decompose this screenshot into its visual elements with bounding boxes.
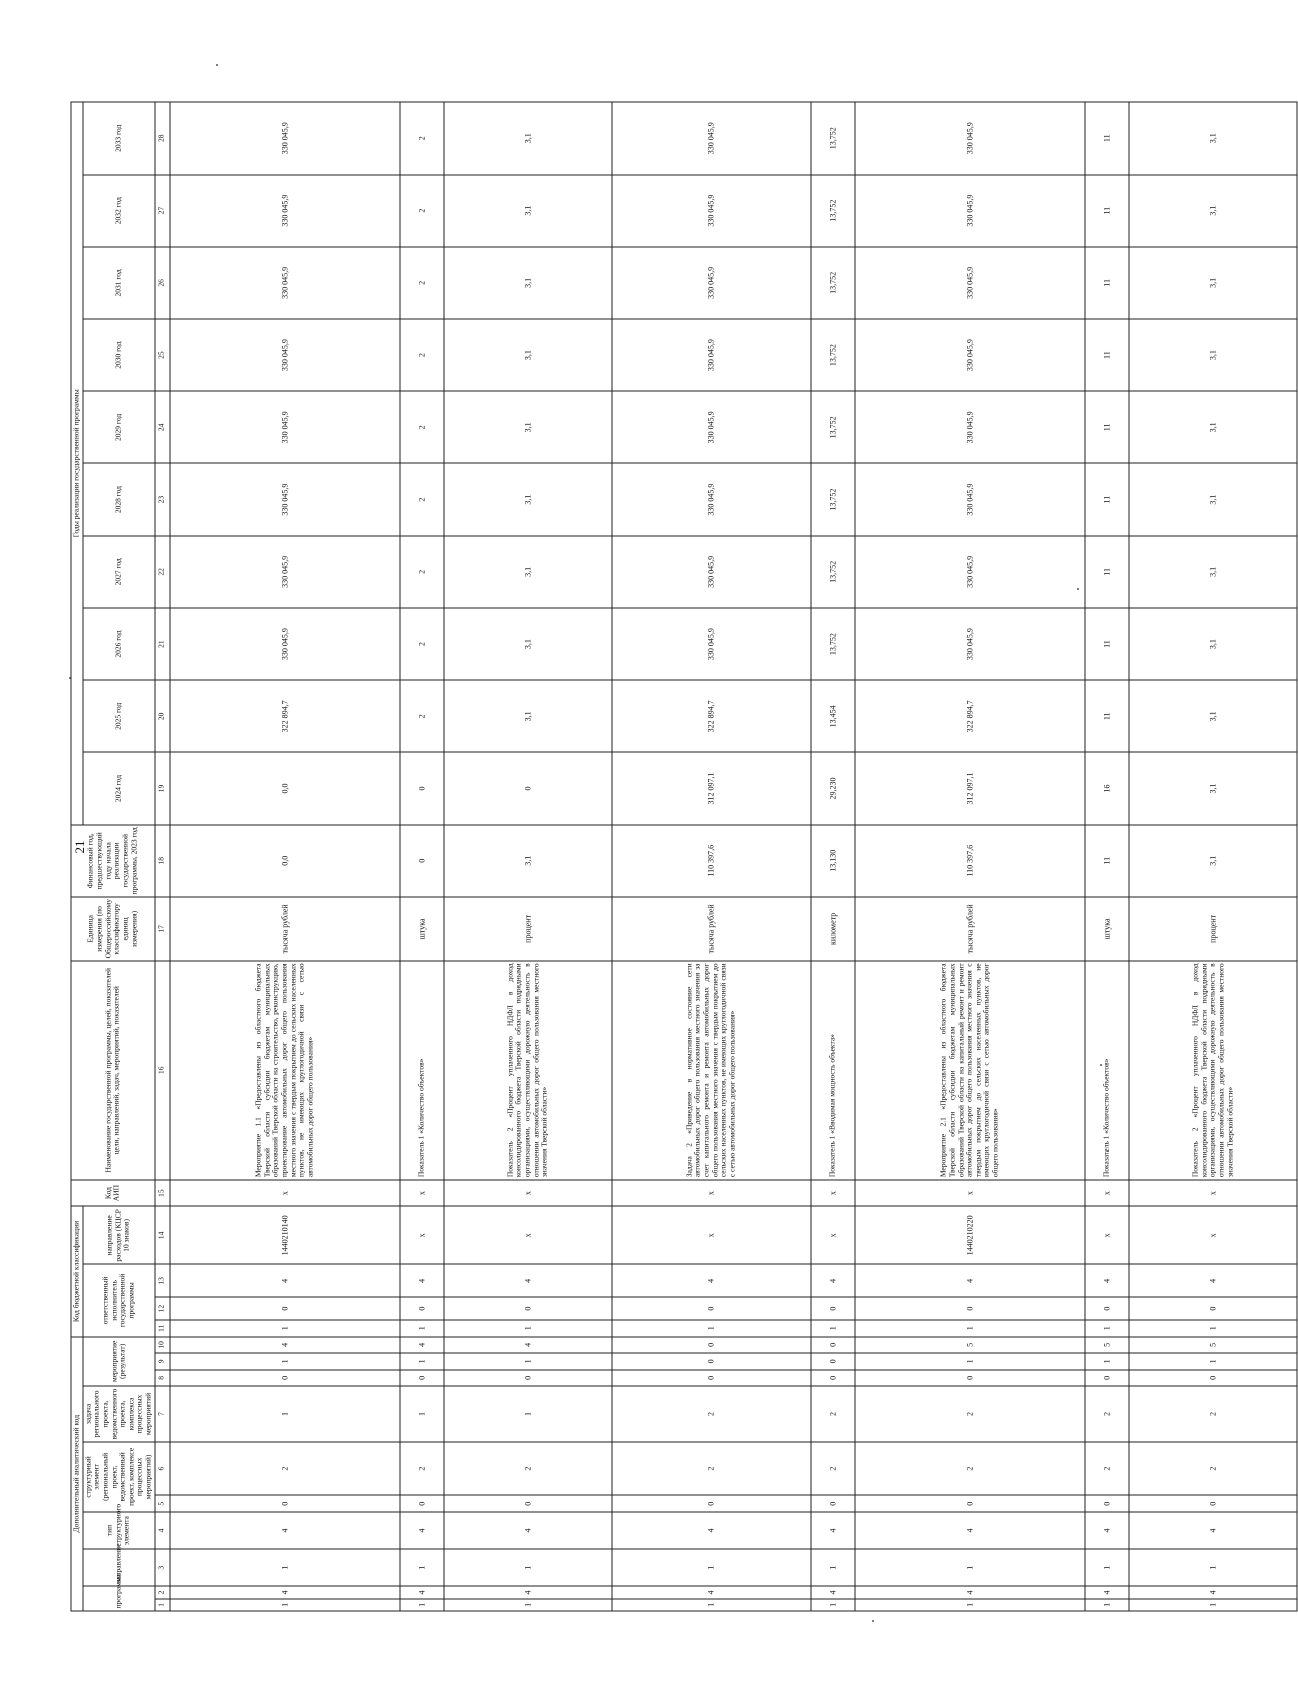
year-value: 330 045,9: [170, 319, 400, 391]
year-value: 3,1: [1129, 102, 1297, 175]
unit-cell: тысяча рублей: [170, 897, 400, 961]
code-cell: 4: [170, 1512, 400, 1549]
year-value: 2: [400, 608, 444, 680]
year-value: 3,1: [444, 247, 612, 319]
code-cell: 4: [170, 1586, 400, 1598]
code-cell: 0: [811, 1353, 855, 1370]
unit-cell: штука: [400, 897, 444, 961]
code-cell: 1: [444, 1599, 612, 1611]
code-cell: 0: [170, 1297, 400, 1320]
code-cell: 0: [612, 1297, 811, 1320]
header-year-2032: 2032 год: [83, 175, 155, 247]
code-cell: 1: [170, 1386, 400, 1442]
code-cell: 0: [612, 1337, 811, 1354]
code-cell: 2: [444, 1442, 612, 1496]
code-cell: 5: [1129, 1337, 1297, 1354]
code-cell: 5: [1085, 1337, 1129, 1354]
year-value: 322 894,7: [612, 680, 811, 752]
year-value: 330 045,9: [612, 536, 811, 608]
year-value: 330 045,9: [170, 391, 400, 463]
code-cell: 0: [855, 1297, 1085, 1320]
year-value: 330 045,9: [170, 608, 400, 680]
code-cell: 4: [400, 1586, 444, 1598]
header-years-group: Годы реализации государственной программы: [71, 102, 83, 825]
year-value: 13,752: [811, 463, 855, 535]
code-cell: 4: [1129, 1586, 1297, 1598]
code-cell: 1440210220: [855, 1206, 1085, 1264]
header-year-2031: 2031 год: [83, 247, 155, 319]
code-cell: 1: [444, 1386, 612, 1442]
code-cell: 4: [612, 1264, 811, 1297]
year-value: 11: [1085, 247, 1129, 319]
code-cell: 1: [444, 1549, 612, 1586]
code-cell: x: [612, 1180, 811, 1207]
year-value: 3,1: [1129, 752, 1297, 824]
program-table: [71, 102, 1298, 1612]
year-value: 13,752: [811, 102, 855, 175]
column-number: 10: [155, 1337, 170, 1354]
unit-cell: тысяча рублей: [612, 897, 811, 961]
code-cell: x: [855, 1180, 1085, 1207]
code-cell: 1: [444, 1353, 612, 1370]
table-row: [400, 102, 444, 1611]
header-dop-class: Дополнительный аналитический код: [71, 1337, 83, 1611]
year-value: 330 045,9: [170, 536, 400, 608]
header-year-2029: 2029 год: [83, 391, 155, 463]
base-year-value: 110 397,6: [612, 825, 811, 897]
code-cell: 1: [855, 1353, 1085, 1370]
column-number: 22: [155, 536, 170, 608]
code-cell: 1: [1129, 1320, 1297, 1337]
code-cell: 4: [444, 1512, 612, 1549]
year-value: 330 045,9: [855, 319, 1085, 391]
code-cell: x: [811, 1180, 855, 1207]
header-row-1: [71, 102, 83, 1611]
code-cell: 0: [811, 1337, 855, 1354]
unit-cell: тысяча рублей: [855, 897, 1085, 961]
code-cell: 1: [1085, 1549, 1129, 1586]
year-value: 0,0: [170, 752, 400, 824]
year-value: 330 045,9: [855, 391, 1085, 463]
code-cell: 1: [1129, 1599, 1297, 1611]
code-cell: x: [400, 1180, 444, 1207]
code-cell: 2: [811, 1386, 855, 1442]
code-cell: 2: [1129, 1386, 1297, 1442]
year-value: 3,1: [444, 102, 612, 175]
header-year-2028: 2028 год: [83, 463, 155, 535]
code-cell: x: [444, 1180, 612, 1207]
code-cell: 1: [855, 1599, 1085, 1611]
code-cell: 1: [1129, 1549, 1297, 1586]
column-number: 4: [155, 1512, 170, 1549]
code-cell: 0: [444, 1495, 612, 1512]
header-budget-class: Код бюджетной классификации: [71, 1206, 83, 1336]
code-cell: 1: [170, 1353, 400, 1370]
year-value: 3,1: [1129, 175, 1297, 247]
code-cell: 1: [811, 1599, 855, 1611]
year-value: 11: [1085, 536, 1129, 608]
year-value: 330 045,9: [612, 175, 811, 247]
year-value: 3,1: [444, 463, 612, 535]
code-cell: 1: [170, 1549, 400, 1586]
header-tip: тип структурного элемента: [83, 1512, 155, 1549]
column-number: 26: [155, 247, 170, 319]
code-cell: 1: [400, 1353, 444, 1370]
year-value: 330 045,9: [612, 319, 811, 391]
code-cell: 2: [1129, 1442, 1297, 1496]
column-number: 8: [155, 1370, 170, 1387]
code-cell: 1440210140: [170, 1206, 400, 1264]
header-aip: Код АИП: [71, 1180, 155, 1207]
code-cell: 0: [1085, 1297, 1129, 1320]
code-cell: 4: [612, 1512, 811, 1549]
row-name: Задача 2 «Приведение в нормативное состояние сети автомобильных дорог общего пользования местного значения за счет капитального ремонта и ремонта автомобильных дорог общего пользования местного значения с твердым покрытием до сельских населенных пунктов, не имеющих круглогодичной связи с сетью автомобильных дорог общего пользования»: [612, 961, 811, 1180]
year-value: 2: [400, 463, 444, 535]
code-cell: 1: [170, 1320, 400, 1337]
header-unit: Единица измерения (по Общероссийскому классификатору единиц измерения): [71, 897, 155, 961]
code-cell: 1: [1085, 1599, 1129, 1611]
header-fin-year: Финансовый год, предшествующий году начала реализации государственной программы, 2023 год: [71, 825, 155, 897]
year-value: 330 045,9: [170, 102, 400, 175]
column-number: 24: [155, 391, 170, 463]
year-value: 3,1: [1129, 608, 1297, 680]
header-year-2033: 2033 год: [83, 102, 155, 175]
code-cell: 2: [1085, 1442, 1129, 1496]
base-year-value: 3,1: [444, 825, 612, 897]
code-cell: 1: [400, 1599, 444, 1611]
year-value: 322 894,7: [170, 680, 400, 752]
column-number: 16: [155, 961, 170, 1180]
year-value: 330 045,9: [170, 247, 400, 319]
row-name: Мероприятие 1.1 «Предоставлены из областного бюджета Тверской области субсидии бюджетам муниципальных образований Тверской области на строительство, реконструкцию, проектирование автомобильных дорог общего пользования местного значения с твердым покрытием до сельских населенных пунктов, не имеющих круглогодичной связи с сетью автомобильных дорог общего пользования»: [170, 961, 400, 1180]
year-value: 3,1: [444, 175, 612, 247]
year-value: 3,1: [444, 391, 612, 463]
header-rashody: направление расходов (КЦСР 10 знаков): [83, 1206, 155, 1264]
unit-cell: процент: [444, 897, 612, 961]
year-value: 16: [1085, 752, 1129, 824]
year-value: 330 045,9: [855, 175, 1085, 247]
year-value: 13,752: [811, 536, 855, 608]
column-number: 5: [155, 1495, 170, 1512]
unit-cell: штука: [1085, 897, 1129, 961]
row-name: Показатель 1 «Количество объектов»: [400, 961, 444, 1180]
code-cell: 4: [1129, 1264, 1297, 1297]
code-cell: 4: [612, 1586, 811, 1598]
column-number: 19: [155, 752, 170, 824]
header-napravlenie: направление: [83, 1549, 155, 1586]
code-cell: 2: [811, 1442, 855, 1496]
code-cell: 4: [855, 1512, 1085, 1549]
year-value: 2: [400, 391, 444, 463]
year-value: 312 097,1: [855, 752, 1085, 824]
year-value: 330 045,9: [612, 102, 811, 175]
year-value: 29,230: [811, 752, 855, 824]
code-cell: x: [170, 1180, 400, 1207]
code-cell: 4: [444, 1337, 612, 1354]
base-year-value: 0: [400, 825, 444, 897]
year-value: 330 045,9: [170, 463, 400, 535]
column-number: 9: [155, 1353, 170, 1370]
code-cell: 4: [1129, 1512, 1297, 1549]
year-value: 3,1: [444, 608, 612, 680]
code-cell: 4: [855, 1586, 1085, 1598]
base-year-value: 3,1: [1129, 825, 1297, 897]
year-value: 0: [444, 752, 612, 824]
table-row: [1129, 102, 1297, 1611]
code-cell: 1: [400, 1386, 444, 1442]
year-value: 11: [1085, 463, 1129, 535]
code-cell: 4: [811, 1512, 855, 1549]
code-cell: 2: [855, 1386, 1085, 1442]
year-value: 3,1: [1129, 536, 1297, 608]
year-value: 330 045,9: [855, 463, 1085, 535]
code-cell: 1: [170, 1599, 400, 1611]
column-number: 3: [155, 1549, 170, 1586]
year-value: 330 045,9: [855, 608, 1085, 680]
code-cell: 0: [170, 1370, 400, 1387]
code-cell: x: [1085, 1206, 1129, 1264]
base-year-value: 11: [1085, 825, 1129, 897]
year-value: 13,752: [811, 247, 855, 319]
code-cell: 0: [612, 1353, 811, 1370]
year-value: 2: [400, 247, 444, 319]
code-cell: 0: [1129, 1297, 1297, 1320]
code-cell: 0: [170, 1495, 400, 1512]
column-number: 14: [155, 1206, 170, 1264]
code-cell: x: [612, 1206, 811, 1264]
column-number: 23: [155, 463, 170, 535]
base-year-value: 13,130: [811, 825, 855, 897]
column-number: 20: [155, 680, 170, 752]
code-cell: 1: [612, 1549, 811, 1586]
year-value: 330 045,9: [855, 102, 1085, 175]
header-name: Наименование государственной программы, целей, показателей цели, направлений, задач, мероприятий, показателей: [71, 961, 155, 1180]
code-cell: 0: [1129, 1495, 1297, 1512]
rotated-table-container: [71, 102, 1235, 1612]
unit-cell: процент: [1129, 897, 1297, 961]
header-strukt: структурный элемент (региональный проект, ведомственный проект, комплексе процессных мероприятий): [83, 1442, 155, 1512]
year-value: 11: [1085, 608, 1129, 680]
code-cell: 1: [1085, 1353, 1129, 1370]
code-cell: x: [1085, 1180, 1129, 1207]
row-name: Показатель 1 «Вводимая мощность объекта»: [811, 961, 855, 1180]
year-value: 3,1: [1129, 391, 1297, 463]
column-number: 11: [155, 1320, 170, 1337]
year-value: 2: [400, 319, 444, 391]
code-cell: 1: [400, 1320, 444, 1337]
column-number-row: [155, 102, 170, 1611]
year-value: 3,1: [444, 319, 612, 391]
header-year-2026: 2026 год: [83, 608, 155, 680]
year-value: 13,752: [811, 319, 855, 391]
code-cell: 1: [855, 1549, 1085, 1586]
year-value: 330 045,9: [855, 247, 1085, 319]
code-cell: 1: [612, 1599, 811, 1611]
header-zadacha: задача регионального проекта, ведомственного проекта, комплекса процессных мероприятий: [83, 1386, 155, 1442]
year-value: 330 045,9: [612, 391, 811, 463]
row-name: Мероприятие 2.1 «Предоставлены из областного бюджета Тверской области субсидии бюджетам муниципальных образований Тверской области на капитальный ремонт и ремонт автомобильных дорог общего пользования местного значения с твердым покрытием до сельских населенных пунктов, не имеющих круглогодичной связи с сетью автомобильных дорог общего пользования»: [855, 961, 1085, 1180]
column-number: 28: [155, 102, 170, 175]
header-year-2030: 2030 год: [83, 319, 155, 391]
year-value: 11: [1085, 391, 1129, 463]
code-cell: 4: [811, 1586, 855, 1598]
year-value: 11: [1085, 102, 1129, 175]
code-cell: 0: [400, 1370, 444, 1387]
year-value: 322 894,7: [855, 680, 1085, 752]
year-value: 330 045,9: [855, 536, 1085, 608]
header-programma: программа: [83, 1586, 155, 1611]
year-value: 13,752: [811, 175, 855, 247]
column-number: 21: [155, 608, 170, 680]
code-cell: 2: [612, 1442, 811, 1496]
code-cell: 0: [1085, 1495, 1129, 1512]
code-cell: 0: [400, 1297, 444, 1320]
year-value: 11: [1085, 680, 1129, 752]
table-row: [855, 102, 1085, 1611]
page-number: 21: [72, 840, 87, 854]
code-cell: 2: [1085, 1386, 1129, 1442]
header-year-2025: 2025 год: [83, 680, 155, 752]
code-cell: 2: [855, 1442, 1085, 1496]
year-value: 3,1: [1129, 319, 1297, 391]
column-number: 15: [155, 1180, 170, 1207]
column-number: 6: [155, 1442, 170, 1496]
header-meropr: мероприятие (результат): [83, 1337, 155, 1387]
year-value: 11: [1085, 175, 1129, 247]
scan-speck: [216, 64, 218, 66]
year-value: 3,1: [1129, 680, 1297, 752]
year-value: 3,1: [1129, 463, 1297, 535]
year-value: 2: [400, 536, 444, 608]
column-number: 2: [155, 1586, 170, 1598]
code-cell: 4: [444, 1264, 612, 1297]
code-cell: x: [1129, 1180, 1297, 1207]
code-cell: 1: [811, 1549, 855, 1586]
year-value: 2: [400, 102, 444, 175]
code-cell: 4: [400, 1337, 444, 1354]
year-value: 2: [400, 175, 444, 247]
year-value: 2: [400, 680, 444, 752]
table-row: [612, 102, 811, 1611]
code-cell: 0: [612, 1495, 811, 1512]
year-value: 3,1: [444, 536, 612, 608]
code-cell: 0: [855, 1370, 1085, 1387]
code-cell: 0: [1085, 1370, 1129, 1387]
column-number: 18: [155, 825, 170, 897]
code-cell: 4: [811, 1264, 855, 1297]
code-cell: 2: [170, 1442, 400, 1496]
table-row: [444, 102, 612, 1611]
code-cell: 0: [444, 1297, 612, 1320]
table-row: [170, 102, 400, 1611]
year-value: 330 045,9: [612, 463, 811, 535]
column-number: 17: [155, 897, 170, 961]
column-number: 7: [155, 1386, 170, 1442]
column-number: 12: [155, 1297, 170, 1320]
code-cell: 1: [444, 1320, 612, 1337]
year-value: 13,454: [811, 680, 855, 752]
year-value: 13,752: [811, 391, 855, 463]
code-cell: 4: [1085, 1264, 1129, 1297]
code-cell: 4: [444, 1586, 612, 1598]
code-cell: 0: [444, 1370, 612, 1387]
header-ispolnitel: ответственный исполнитель государственной программы: [83, 1264, 155, 1336]
code-cell: 1: [811, 1320, 855, 1337]
code-cell: 0: [612, 1370, 811, 1387]
code-cell: 4: [170, 1337, 400, 1354]
base-year-value: 0,0: [170, 825, 400, 897]
code-cell: 4: [1085, 1512, 1129, 1549]
header-year-2027: 2027 год: [83, 536, 155, 608]
year-value: 3,1: [444, 680, 612, 752]
column-number: 25: [155, 319, 170, 391]
column-number: 13: [155, 1264, 170, 1297]
code-cell: x: [811, 1206, 855, 1264]
year-value: 312 097,1: [612, 752, 811, 824]
code-cell: 1: [1129, 1353, 1297, 1370]
code-cell: 4: [1085, 1586, 1129, 1598]
code-cell: 0: [811, 1495, 855, 1512]
year-value: 330 045,9: [170, 175, 400, 247]
table-row: [1085, 102, 1129, 1611]
code-cell: x: [1129, 1206, 1297, 1264]
code-cell: 1: [612, 1320, 811, 1337]
code-cell: 1: [400, 1549, 444, 1586]
header-year-2024: 2024 год: [83, 752, 155, 824]
scan-speck: [872, 1620, 874, 1622]
year-value: 3,1: [1129, 247, 1297, 319]
code-cell: 0: [400, 1495, 444, 1512]
unit-cell: километр: [811, 897, 855, 961]
year-value: 0: [400, 752, 444, 824]
row-name: Показатель 2 «Процент уплаченного НДФЛ в доход консолидированного бюджета Тверской области подрядными организациями, осуществляющими дорожную деятельность в отношении автомобильных дорог общего пользования местного значения Тверской области»: [444, 961, 612, 1180]
code-cell: 1: [855, 1320, 1085, 1337]
code-cell: 0: [811, 1370, 855, 1387]
column-number: 27: [155, 175, 170, 247]
code-cell: 1: [1085, 1320, 1129, 1337]
year-value: 13,752: [811, 608, 855, 680]
code-cell: x: [400, 1206, 444, 1264]
code-cell: 0: [1129, 1370, 1297, 1387]
code-cell: 5: [855, 1337, 1085, 1354]
row-name: Показатель 1 «Количество объектов»: [1085, 961, 1129, 1180]
table-body: [155, 102, 1297, 1611]
year-value: 330 045,9: [612, 608, 811, 680]
code-cell: 4: [400, 1264, 444, 1297]
code-cell: 0: [855, 1495, 1085, 1512]
code-cell: 0: [811, 1297, 855, 1320]
row-name: Показатель 2 «Процент уплаченного НДФЛ в доход консолидированного бюджета Тверской области подрядными организациями, осуществляющими дорожную деятельность в отношении автомобильных дорог общего пользования местного значения Тверской области»: [1129, 961, 1297, 1180]
base-year-value: 110 397,6: [855, 825, 1085, 897]
code-cell: 4: [400, 1512, 444, 1549]
code-cell: 2: [612, 1386, 811, 1442]
column-number: 1: [155, 1599, 170, 1611]
code-cell: 4: [855, 1264, 1085, 1297]
code-cell: 4: [170, 1264, 400, 1297]
table-row: [811, 102, 855, 1611]
year-value: 330 045,9: [612, 247, 811, 319]
code-cell: 2: [400, 1442, 444, 1496]
code-cell: x: [444, 1206, 612, 1264]
year-value: 11: [1085, 319, 1129, 391]
